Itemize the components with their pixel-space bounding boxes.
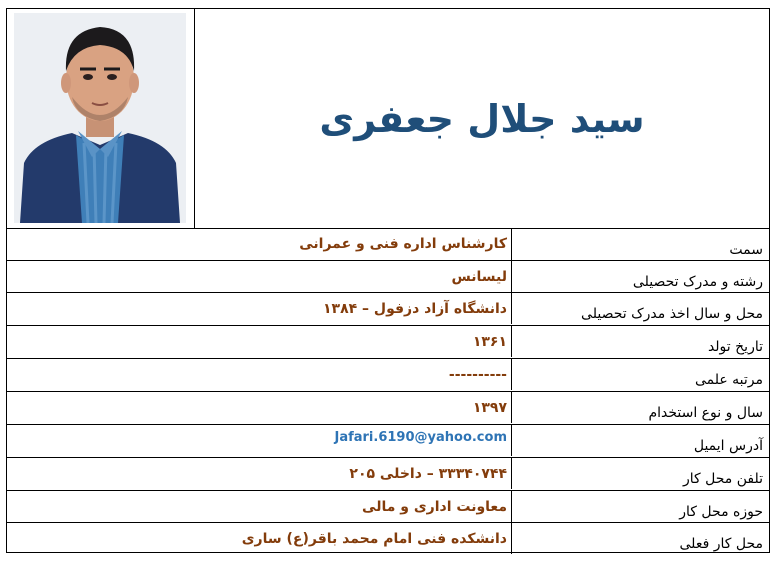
row-label: محل کار فعلی bbox=[511, 523, 769, 554]
row-label: رشته و مدرک تحصیلی bbox=[511, 261, 769, 292]
profile-name: سید جلال جعفری bbox=[319, 96, 645, 141]
row-value: دانشکده فنی امام محمد باقر(ع) ساری bbox=[241, 530, 507, 547]
row-value: ۱۳۹۷ bbox=[472, 399, 507, 416]
row-label: آدرس ایمیل bbox=[511, 425, 769, 456]
row-label: سمت bbox=[511, 228, 769, 260]
row-value: لیسانس bbox=[451, 268, 507, 285]
row-label: تلفن محل کار bbox=[511, 458, 769, 489]
table-row bbox=[7, 522, 769, 554]
row-value: معاونت اداری و مالی bbox=[362, 498, 507, 515]
table-row bbox=[7, 490, 769, 522]
photo-cell bbox=[7, 9, 195, 228]
email-link[interactable]: Jafari.6190@yahoo.com bbox=[334, 430, 507, 445]
profile-photo bbox=[14, 13, 186, 223]
row-label: حوزه محل کار bbox=[511, 491, 769, 522]
profile-card bbox=[6, 8, 770, 553]
table-row bbox=[7, 424, 769, 456]
row-label: تاریخ تولد bbox=[511, 326, 769, 357]
row-value: ۳۳۳۴۰۷۴۴ – داخلی ۲۰۵ bbox=[349, 465, 507, 482]
row-label: محل و سال اخذ مدرک تحصیلی bbox=[511, 293, 769, 324]
row-value: ---------- bbox=[448, 366, 507, 383]
row-label: سال و نوع استخدام bbox=[511, 392, 769, 423]
table-row bbox=[7, 391, 769, 423]
profile-header bbox=[7, 9, 769, 229]
table-row bbox=[7, 292, 769, 324]
row-label: مرتبه علمی bbox=[511, 359, 769, 390]
row-value: کارشناس اداره فنی و عمرانی bbox=[299, 236, 507, 252]
table-row bbox=[7, 228, 769, 260]
row-value: دانشگاه آزاد دزفول – ۱۳۸۴ bbox=[322, 300, 507, 317]
person-portrait-icon bbox=[14, 13, 186, 223]
table-row bbox=[7, 457, 769, 489]
table-row bbox=[7, 325, 769, 357]
table-row bbox=[7, 260, 769, 292]
table-row bbox=[7, 358, 769, 390]
row-value: ۱۳۶۱ bbox=[472, 333, 507, 350]
